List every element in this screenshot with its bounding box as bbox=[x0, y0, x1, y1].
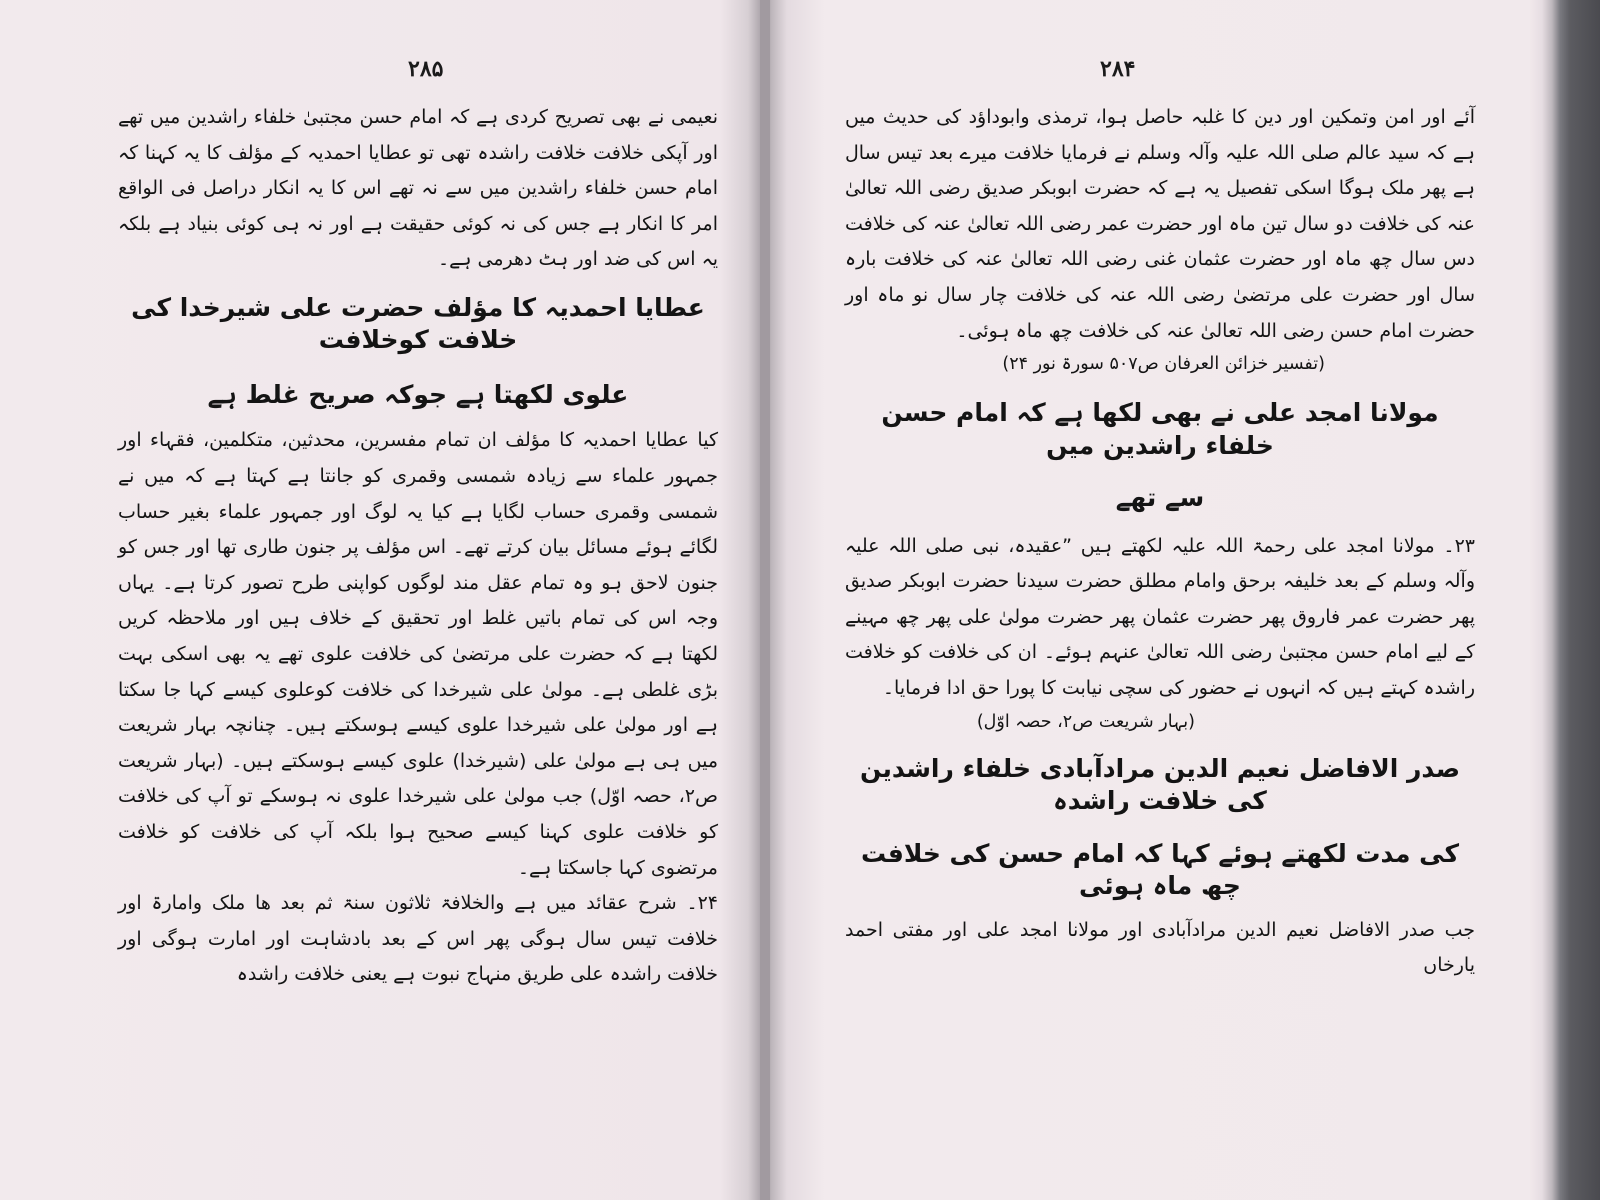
section-heading-line-2: کی مدت لکھتے ہوئے کہا کہ امام حسن کی خلافت چھ ماہ ہوئی bbox=[861, 838, 1459, 901]
numbered-item-23: ۲۳۔ مولانا امجد علی رحمۃ اللہ علیہ لکھتے ہیں ”عقیدہ، نبی صلی اللہ علیہ وآلہ وسلم کے بعد خلیفہ برحق وامام مطلق حضرت سیدنا حضرت ابوبکر صدیق پھر حضرت عمر فاروق پھر حضرت عثمان پھر حضرت مولیٰ علی پھر چھ مہینے کے لیے امام حسن مجتبیٰ رضی اللہ تعالیٰ عنہم ہوئے۔ ان کی خلافت کو خلافت راشدہ کہتے ہیں کہ انہوں نے حضور کی سچی نیابت کا پورا حق ادا فرمایا۔ bbox=[845, 534, 1475, 700]
intro-paragraph: آئے اور امن وتمکین اور دین کا غلبہ حاصل ہوا، ترمذی وابوداؤد کی حدیث میں ہے کہ سید عالم صلی اللہ علیہ وآلہ وسلم نے فرمایا خلافت میرے بعد تیس سال ہے پھر ملک ہوگا اسکی تفصیل یہ ہے کہ حضرت ابوبکر صدیق رضی اللہ تعالیٰ عنہ کی خلافت دو سال تین ماہ اور حضرت عمر رضی اللہ تعالیٰ عنہ کی خلافت دس سال چھ ماہ اور حضرت عثمان غنی رضی اللہ تعالیٰ عنہ کی خلافت بارہ سال اور حضرت علی مرتضیٰ رضی اللہ عنہ کی خلافت چار سال نو ماہ اور حضرت امام حسن رضی اللہ تعالیٰ عنہ کی خلافت چھ ماہ ہوئی۔ bbox=[845, 106, 1475, 342]
citation: (تفسیر خزائن العرفان ص۵۰۷ سورۃ نور ۲۴) bbox=[1002, 354, 1325, 375]
intro-paragraph: نعیمی نے بھی تصریح کردی ہے کہ امام حسن مجتبیٰ خلفاء راشدین میں تھے اور آپکی خلافت خلافت راشدہ تھی تو عطایا احمدیہ کے مؤلف کا یہ کہنا کہ امام حسن خلفاء راشدین میں سے نہ تھے اس کا یہ انکار دراصل فی الواقع امر کا انکار ہے جس کی نہ کوئی حقیقت ہے اور نہ ہی کوئی بنیاد ہے بلکہ یہ اس کی ضد اور ہٹ دھرمی ہے۔ bbox=[118, 106, 718, 271]
right-page bbox=[765, 0, 1530, 1200]
closing-line: جب صدر الافاضل نعیم الدین مرادآبادی اور مولانا امجد علی اور مفتی احمد یارخاں bbox=[845, 918, 1475, 977]
section-heading-line-1: صدر الافاضل نعیم الدین مرادآبادی خلفاء راشدین کی خلافت راشدہ bbox=[860, 753, 1460, 816]
numbered-item-24: ۲۴۔ شرح عقائد میں ہے والخلافۃ ثلاثون سنۃ ثم بعد ھا ملک وامارۃ اور خلافت تیس سال ہوگی پھر اس کے بعد بادشاہت اور امارت ہوگی اور خلافت راشدہ علی طریق منہاج نبوت ہے یعنی خلافت راشدہ bbox=[118, 892, 718, 986]
scanner-edge bbox=[1530, 0, 1600, 1200]
book-spine bbox=[760, 0, 770, 1200]
section-heading-line-1: مولانا امجد علی نے بھی لکھا ہے کہ امام حسن خلفاء راشدین میں bbox=[881, 398, 1439, 460]
page-body bbox=[845, 100, 1475, 984]
left-page bbox=[0, 0, 765, 1200]
section-heading-line-1: عطایا احمدیہ کا مؤلف حضرت علی شیرخدا کی خلافت کوخلافت bbox=[131, 292, 705, 355]
body-paragraph: کیا عطایا احمدیہ کا مؤلف ان تمام مفسرین، محدثین، متکلمین، فقہاء اور جمہور علماء سے زیادہ شمسی وقمری کو جانتا ہے کہتا ہے کہ میں نے شمسی وقمری حساب لگایا ہے کیا یہ لوگ اور جمہور علماء بغیر حساب لگائے ہوئے مسائل بیان کرتے تھے۔ اس مؤلف پر جنون طاری تھا اور جس کو جنون لاحق ہو وہ تمام عقل مند لوگوں کواپنی طرح تصور کرتا ہے۔ یہاں وجہ اس کی تمام باتیں غلط اور تحقیق کے خلاف ہیں اور ملاحظہ کریں لکھتا ہے کہ حضرت علی مرتضیٰ کی خلافت علوی تھے یہ بھی اسکی بہت بڑی غلطی ہے۔ مولیٰ علی شیرخدا کی خلافت کوعلوی کیسے کہا جا سکتا ہے اور مولیٰ علی شیرخدا علوی کیسے ہوسکتے ہیں۔ چنانچہ بہار شریعت میں ہی ہے مولیٰ علی (شیرخدا) علوی کیسے ہوسکتے ہیں۔ (بہار شریعت ص۲، حصہ اوّل) جب مولیٰ علی شیرخدا علوی نہ ہوسکے تو آپ کی خلافت کو خلافت علوی کہنا کیسے صحیح ہوا بلکہ آپ کی خلافت کو خلافت مرتضوی کہا جاسکتا ہے۔ bbox=[118, 429, 718, 879]
citation: (بہار شریعت ص۲، حصہ اوّل) bbox=[976, 711, 1195, 732]
page-body bbox=[118, 100, 718, 993]
page-number: ۲۸۵ bbox=[408, 56, 444, 82]
page-number: ۲۸۴ bbox=[1100, 56, 1136, 82]
section-heading-line-2: سے تھے bbox=[1115, 483, 1205, 513]
section-heading-line-2: علوی لکھتا ہے جوکہ صریح غلط ہے bbox=[207, 379, 629, 409]
